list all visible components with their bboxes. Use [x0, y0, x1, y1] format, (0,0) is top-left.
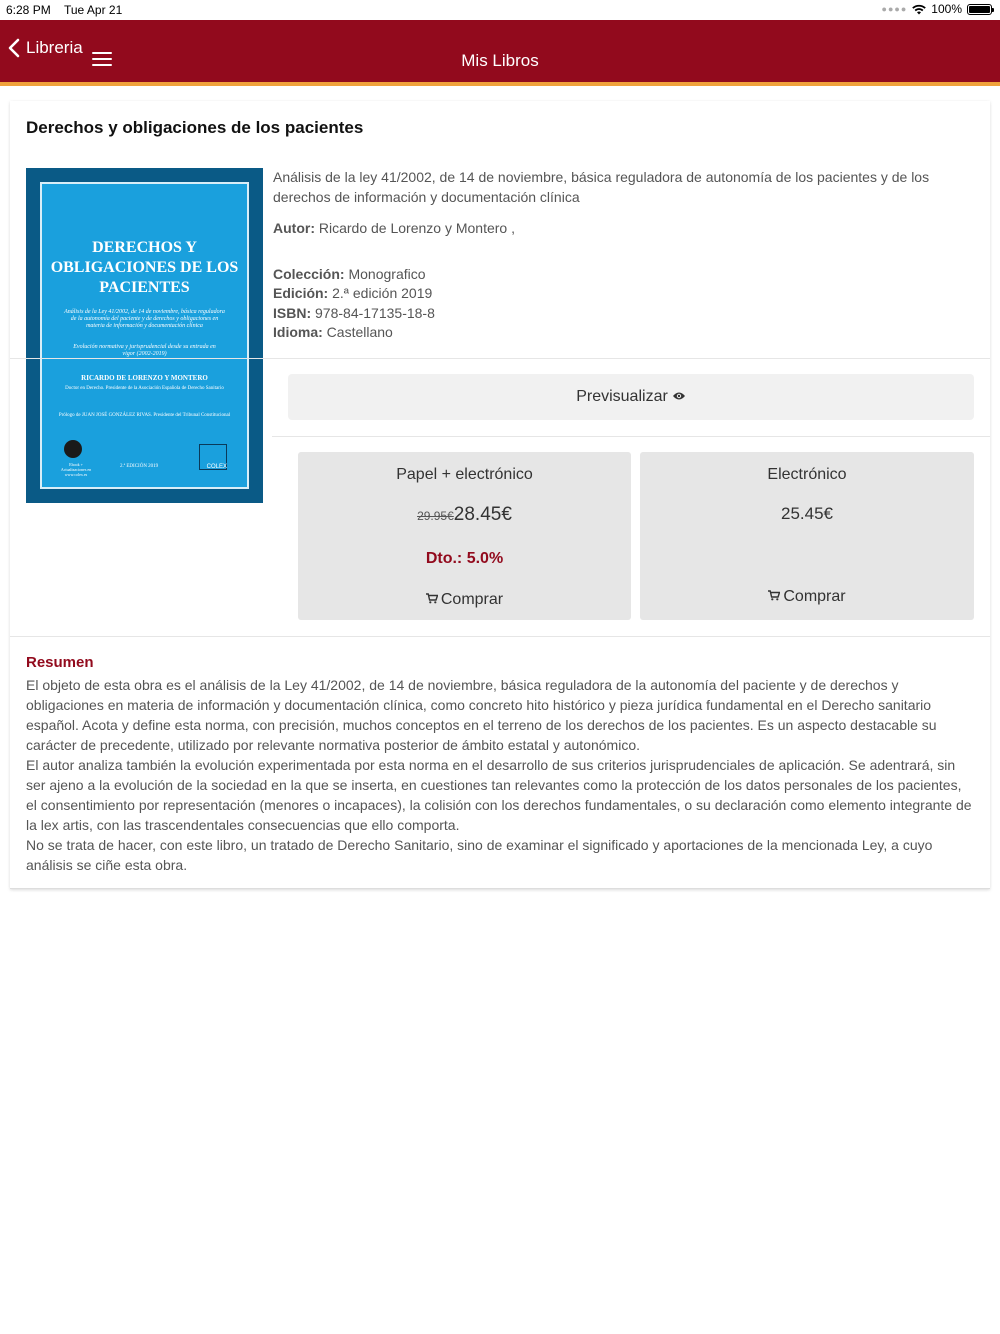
offer-price	[640, 504, 974, 524]
status-bar	[0, 0, 1000, 20]
language-value: Castellano	[326, 324, 393, 340]
author-value: Ricardo de Lorenzo y Montero ,	[318, 220, 515, 236]
eye-icon	[672, 391, 686, 401]
edition-label: Edición:	[273, 285, 329, 301]
divider	[272, 436, 990, 437]
current-price: 25.45€	[781, 504, 833, 523]
isbn-line	[273, 303, 435, 323]
summary-paragraph: El autor analiza también la evolución experimentada por esta norma en el desarrollo de sus criterios jurisprudenciales de aplicación. Se adentrará, sin ser ajeno a la evolución de la sociedad en la que se inserta, en cuestiones tan relevantes como la protección de los datos personales de los pacientes, el consentimiento por representación (menores o incapaces), la colisión con los derechos fundamentales, o su declaración como elemento integrante de la lex artis, con las trascendentales consecuencias que ello comporta.	[26, 757, 972, 833]
cover-subtitle-2: Evolución normativa y jurisprudencial desde su entrada en vigor (2002-2019)	[73, 344, 216, 357]
battery-icon	[967, 4, 992, 15]
offer-title: Electrónico	[767, 466, 847, 483]
cover-prologue: Prólogo de JUAN JOSÉ GONZÁLEZ RIVAS. Presidente del Tribunal Constitucional	[58, 413, 231, 418]
summary-paragraph: El objeto de esta obra es el análisis de la Ley 41/2002, de 14 de noviembre, básica reguladora de la autonomía del paciente y de derechos y obligaciones en materia de información y documentación clínica, como concreto hito histórico y pieza jurídica fundamental en el Derecho sanitario español. Acota y define esta norma, con precisión, muchos conceptos en el terreno de los derechos de los pacientes. Es un aspecto destacable su carácter de precedente, utilizado por relevante normativa posterior de ámbito estatal y autonómico.	[26, 677, 937, 753]
language-label: Idioma:	[273, 324, 323, 340]
preview-button[interactable]	[288, 374, 974, 420]
offer-price	[298, 504, 631, 526]
status-date: Tue Apr 21	[64, 3, 123, 17]
cover-author: RICARDO DE LORENZO Y MONTERO	[81, 374, 208, 382]
cart-icon	[426, 593, 438, 604]
summary-heading: Resumen	[26, 654, 94, 671]
cover-author-role: Doctor en Derecho. Presidente de la Asociación Española de Derecho Sanitario	[65, 386, 224, 391]
cover-subtitle: Análisis de la Ley 41/2002, de 14 de noviembre, básica reguladora de la autonomía del paciente y de derechos y obligaciones en materia de información y documentación clínica	[64, 309, 225, 329]
book-description: Análisis de la ley 41/2002, de 14 de noviembre, básica reguladora de autonomía de los pacientes y de los derechos de información y documentación clínica	[273, 169, 930, 205]
page-title: Mis Libros	[461, 51, 539, 70]
status-time: 6:28 PM	[6, 3, 51, 17]
language-line	[273, 322, 393, 342]
isbn-value: 978-84-17135-18-8	[315, 305, 435, 321]
book-cover-image	[26, 168, 263, 503]
offer-title: Papel + electrónico	[396, 466, 533, 483]
cover-edition: 2.ª EDICIÓN 2019	[120, 464, 159, 469]
back-label: Libreria	[26, 38, 83, 57]
summary-text	[26, 675, 976, 875]
cover-ebook-logo-icon	[64, 440, 82, 458]
edition-line	[273, 283, 432, 303]
multitasking-dots-icon: ●●●●	[881, 4, 908, 14]
edition-value: 2.ª edición 2019	[332, 285, 433, 301]
preview-label: Previsualizar	[576, 388, 668, 405]
wifi-icon	[912, 4, 926, 15]
cover-publisher: COLEX	[206, 464, 227, 470]
offer-paper-electronic	[298, 452, 631, 620]
buy-label: Comprar	[783, 588, 846, 605]
divider	[10, 636, 990, 637]
cover-ebook-text: Ebook + Actualizaciones en www.colex.es	[60, 462, 92, 477]
book-title: Derechos y obligaciones de los pacientes	[26, 118, 364, 137]
nav-accent-stripe	[0, 82, 1000, 86]
collection-line	[273, 264, 426, 284]
buy-button[interactable]	[640, 588, 974, 606]
author-line	[273, 218, 515, 238]
cart-icon	[768, 590, 780, 601]
buy-button[interactable]	[298, 591, 631, 609]
current-price: 28.45€	[453, 504, 512, 525]
collection-label: Colección:	[273, 266, 345, 282]
status-indicators	[882, 2, 992, 16]
cover-title: DERECHOS Y OBLIGACIONES DE LOS PACIENTES	[50, 239, 239, 296]
summary-paragraph: No se trata de hacer, con este libro, un tratado de Derecho Sanitario, sino de examinar el significado y aportaciones de la mencionada Ley, a cuyo análisis se ciñe esta obra.	[26, 837, 933, 873]
book-detail-card	[10, 101, 990, 889]
author-label: Autor:	[273, 220, 315, 236]
battery-percent: 100%	[931, 2, 962, 16]
navigation-bar	[0, 20, 1000, 82]
buy-label: Comprar	[440, 591, 504, 608]
discount-label: Dto.: 5.0%	[425, 550, 504, 567]
isbn-label: ISBN:	[273, 305, 312, 321]
collection-value: Monografico	[348, 266, 426, 282]
divider	[10, 358, 990, 359]
old-price: 29.95€	[417, 509, 454, 523]
offer-electronic	[640, 452, 974, 620]
